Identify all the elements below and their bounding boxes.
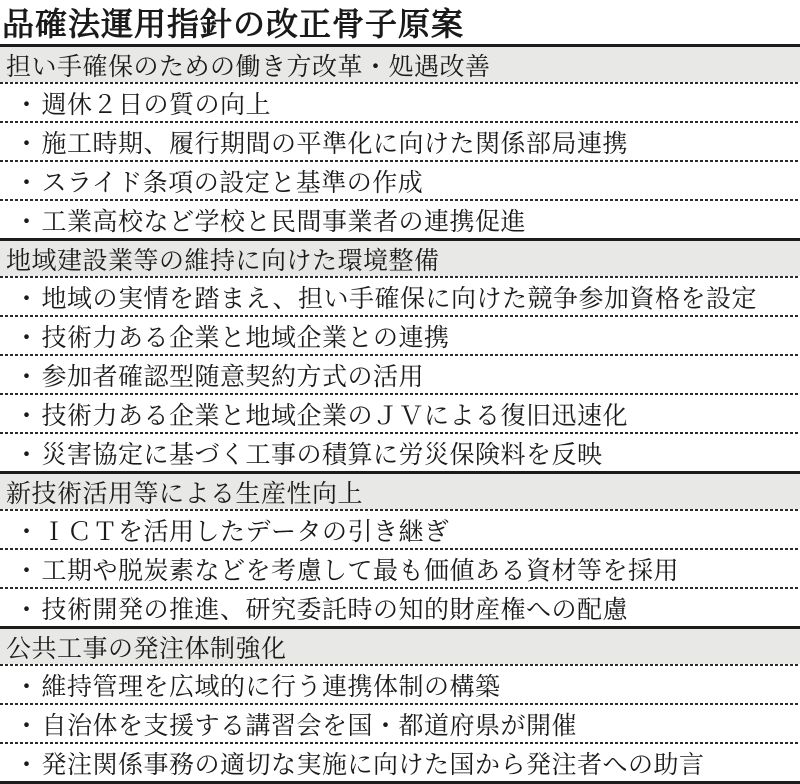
bullet-icon: ・ (14, 711, 40, 740)
section-header: 地域建設業等の維持に向けた環境整備 (0, 241, 800, 276)
bullet-icon: ・ (14, 401, 40, 430)
item-text: 施工時期、履行期間の平準化に向けた関係部局連携 (41, 129, 629, 158)
bullet-icon: ・ (14, 672, 40, 701)
bullet-icon: ・ (14, 517, 40, 546)
bullet-icon: ・ (14, 595, 40, 624)
bullet-icon: ・ (14, 750, 40, 779)
list-item (0, 434, 800, 471)
list-item (0, 511, 800, 548)
section-header: 担い手確保のための働き方改革・処遇改善 (0, 47, 800, 82)
item-text: 参加者確認型随意契約方式の活用 (41, 362, 425, 391)
section-header: 新技術活用等による生産性向上 (0, 474, 800, 509)
list-item (0, 550, 800, 587)
bullet-icon: ・ (14, 129, 40, 158)
list-item (0, 84, 800, 121)
bullet-icon: ・ (14, 362, 40, 391)
item-text: 技術開発の推進、研究委託時の知的財産権への配慮 (41, 595, 629, 624)
list-item (0, 201, 800, 238)
list-item (0, 123, 800, 160)
item-text: 技術力ある企業と地域企業のＪＶによる復旧迅速化 (41, 401, 629, 430)
bullet-icon: ・ (14, 323, 40, 352)
item-text: 工期や脱炭素などを考慮して最も価値ある資材等を採用 (41, 556, 680, 585)
list-item (0, 666, 800, 703)
list-item (0, 589, 800, 626)
list-item (0, 356, 800, 393)
list-item (0, 162, 800, 199)
bullet-icon: ・ (14, 168, 40, 197)
item-text: 維持管理を広域的に行う連携体制の構築 (41, 672, 501, 701)
item-text: 自治体を支援する講習会を国・都道府県が開催 (41, 711, 578, 740)
item-text: スライド条項の設定と基準の作成 (41, 168, 424, 197)
item-text: 地域の実情を踏まえ、担い手確保に向けた競争参加資格を設定 (41, 284, 758, 313)
item-text: 発注関係事務の適切な実施に向けた国から発注者への助言 (41, 750, 705, 779)
bullet-icon: ・ (14, 207, 40, 236)
bullet-icon: ・ (14, 556, 40, 585)
list-item (0, 705, 800, 742)
list-item (0, 317, 800, 354)
item-text: 工業高校など学校と民間事業者の連携促進 (41, 207, 527, 236)
bullet-icon: ・ (14, 284, 40, 313)
item-text: 技術力ある企業と地域企業との連携 (41, 323, 450, 352)
bullet-icon: ・ (14, 90, 40, 119)
bullet-icon: ・ (14, 440, 40, 469)
item-text: 災害協定に基づく工事の積算に労災保険料を反映 (41, 440, 603, 469)
section-header: 公共工事の発注体制強化 (0, 629, 800, 664)
list-item (0, 744, 800, 781)
item-text: ＩＣＴを活用したデータの引き継ぎ (41, 517, 450, 546)
list-item (0, 278, 800, 315)
page-title: 品確法運用指針の改正骨子原案 (2, 6, 465, 42)
list-item (0, 395, 800, 432)
item-text: 週休２日の質の向上 (41, 90, 272, 119)
